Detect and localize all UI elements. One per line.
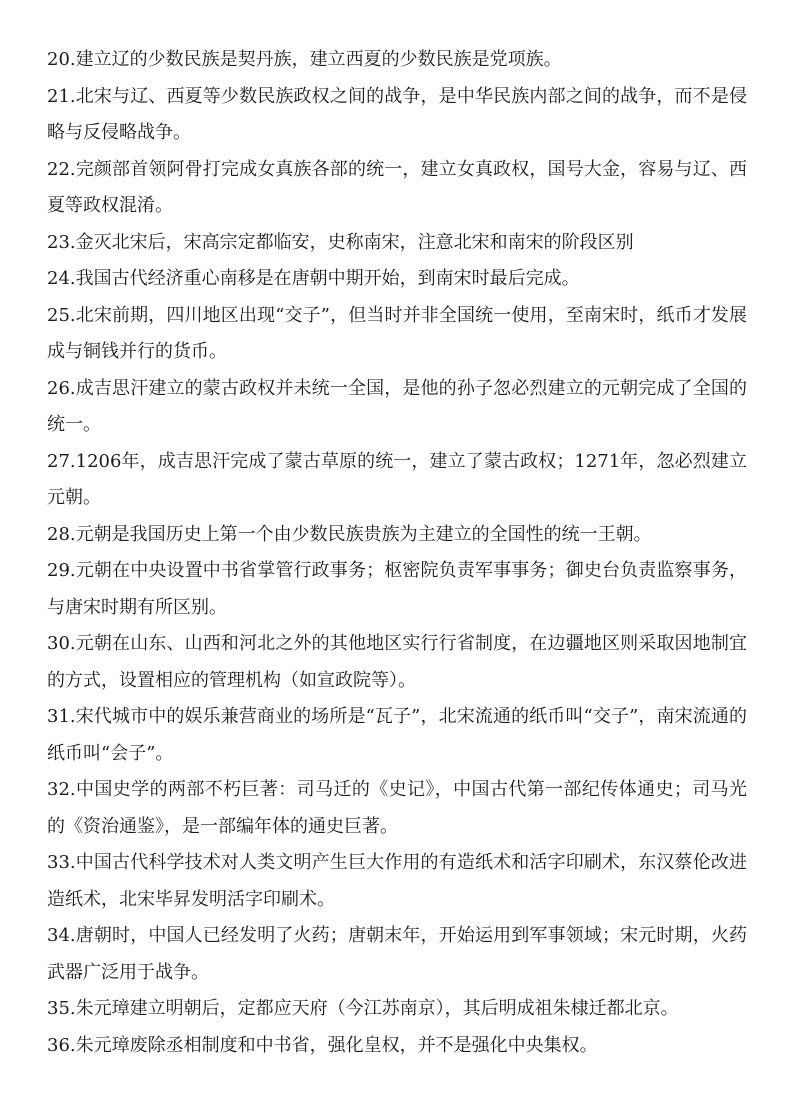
note-item-31: 31.宋代城市中的娱乐兼营商业的场所是“瓦子”，北宋流通的纸币叫“交子”，南宋流通的纸币叫“会子”。 xyxy=(47,706,747,764)
note-item-30: 30.元朝在山东、山西和河北之外的其他地区实行行省制度，在边疆地区则采取因地制宜的方式，设置相应的管理机构（如宣政院等）。 xyxy=(47,633,747,691)
note-item-23: 23.金灭北宋后，宋高宗定都临安，史称南宋，注意北宋和南宋的阶段区别 xyxy=(47,231,634,253)
note-item-21: 21.北宋与辽、西夏等少数民族政权之间的战争，是中华民族内部之间的战争，而不是侵略与反侵略战争。 xyxy=(47,85,747,143)
note-item-20: 20.建立辽的少数民族是契丹族，建立西夏的少数民族是党项族。 xyxy=(47,49,562,70)
note-item-25: 25.北宋前期，四川地区出现“交子”，但当时并非全国统一使用，至南宋时，纸币才发展成与铜钱并行的货币。 xyxy=(47,304,747,362)
note-item-36: 36.朱元璋废除丞相制度和中书省，强化皇权，并不是强化中央集权。 xyxy=(47,1034,598,1056)
note-item-34: 34.唐朝时，中国人已经发明了火药；唐朝末年，开始运用到军事领域；宋元时期，火药武器广泛用于战争。 xyxy=(47,925,747,983)
note-item-29: 29.元朝在中央设置中书省掌管行政事务；枢密院负责军事事务；御史台负责监察事务，与唐宋时期有所区别。 xyxy=(47,560,747,618)
note-item-27: 27.1206年，成吉思汗完成了蒙古草原的统一，建立了蒙古政权；1271年，忽必烈建立元朝。 xyxy=(47,450,747,508)
note-item-24: 24.我国古代经济重心南移是在唐朝中期开始，到南宋时最后完成。 xyxy=(47,268,580,289)
note-item-35: 35.朱元璋建立明朝后，定都应天府（今江苏南京），其后明成祖朱棣迁都北京。 xyxy=(47,998,679,1019)
note-item-33: 33.中国古代科学技术对人类文明产生巨大作用的有造纸术和活字印刷术，东汉蔡伦改进造纸术，北宋毕昇发明活字印刷术。 xyxy=(47,852,747,910)
note-item-22: 22.完颜部首领阿骨打完成女真族各部的统一，建立女真政权，国号大金，容易与辽、西夏等政权混淆。 xyxy=(47,158,747,216)
note-item-26: 26.成吉思汗建立的蒙古政权并未统一全国，是他的孙子忽必烈建立的元朝完成了全国的统一。 xyxy=(47,377,747,435)
note-item-28: 28.元朝是我国历史上第一个由少数民族贵族为主建立的全国性的统一王朝。 xyxy=(47,523,652,545)
note-item-32: 32.中国史学的两部不朽巨著：司马迁的《史记》，中国古代第一部纪传体通史；司马光的《资治通鉴》，是一部编年体的通史巨著。 xyxy=(47,779,747,837)
document-page xyxy=(47,42,747,1064)
